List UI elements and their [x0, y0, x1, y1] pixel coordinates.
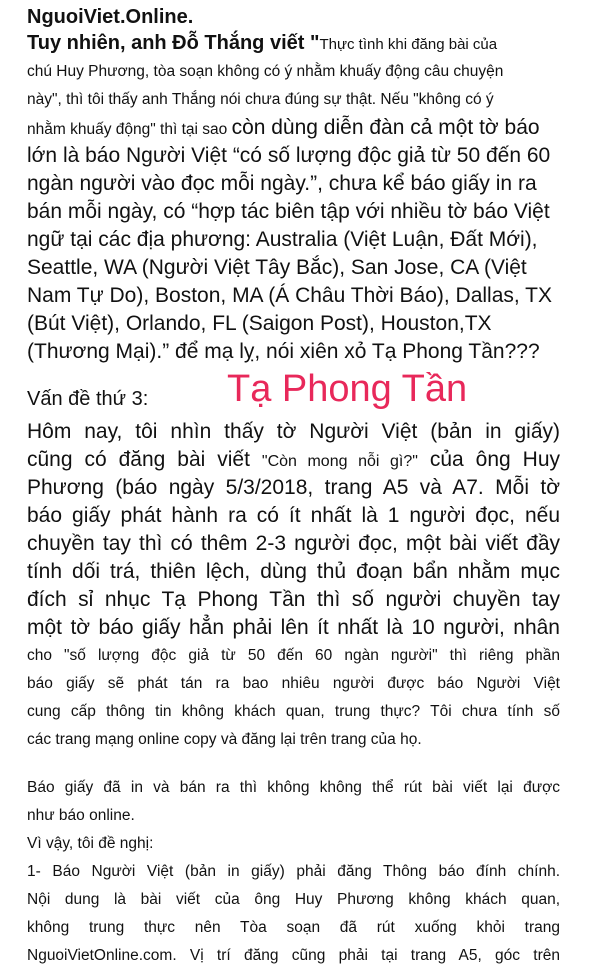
- text-line: báo giấy phát hành ra có ít nhất là 1 người đọc, nếu: [27, 504, 560, 527]
- text-line: không trung thực nên Tòa soạn đã rút xuống khỏi trang: [27, 919, 560, 936]
- text-line: tính dối trá, thiên lệch, dùng thủ đoạn bẩn nhằm mục: [27, 560, 560, 583]
- text-line: đích sỉ nhục Tạ Phong Tần thì số người chuyền tay: [27, 588, 560, 611]
- section-name: Tạ Phong Tần: [227, 368, 468, 410]
- text-line: ngàn người vào đọc mỗi ngày.”, chưa kể báo giấy in ra: [27, 172, 537, 195]
- text-line: bán mỗi ngày, có “hợp tác biên tập với nhiều tờ báo Việt: [27, 200, 550, 223]
- author-lead: Tuy nhiên, anh Đỗ Thắng viết ": [27, 32, 320, 54]
- site-name: NguoiViet.Online.: [27, 6, 194, 28]
- text-line: Nội dung là bài viết của ông Huy Phương không khách quan,: [27, 891, 560, 908]
- text-line: Seattle, WA (Người Việt Tây Bắc), San Jose, CA (Việt: [27, 256, 527, 279]
- text-line: ngữ tại các địa phương: Australia (Việt Luận, Đất Mới),: [27, 228, 538, 251]
- text-line: như báo online.: [27, 807, 135, 824]
- text-line: cũng có đăng bài viết "Còn mong nỗi gì?" của ông Huy: [27, 448, 560, 471]
- text-line: cung cấp thông tin không khách quan, trung thực? Tôi chưa tính số: [27, 703, 560, 720]
- paragraph-3: [27, 774, 560, 970]
- text-line: chú Huy Phương, tòa soạn không có ý nhằm khuấy động câu chuyện: [27, 63, 504, 80]
- text-line: báo giấy sẽ phát tán ra bao nhiêu người được báo Người Việt: [27, 675, 560, 692]
- text-line: các trang mạng online copy và đăng lại trên trang của họ.: [27, 731, 422, 748]
- author-line: [27, 30, 587, 58]
- text-line: chuyền tay thì có thêm 2-3 người đọc, một bài viết đầy: [27, 532, 560, 555]
- section-header: [27, 368, 587, 418]
- section-label: Vấn đề thứ 3:: [27, 388, 149, 410]
- text-line: một tờ báo giấy hẳn phải lên ít nhất là 10 người, nhân: [27, 616, 560, 639]
- text-line: lớn là báo Người Việt “có số lượng độc giả từ 50 đến 60: [27, 144, 551, 167]
- paragraph-1: [27, 58, 587, 366]
- text-line: Phương (báo ngày 5/3/2018, trang A5 và A7. Mỗi tờ: [27, 476, 560, 499]
- text-line: Báo giấy đã in và bán ra thì không không thể rút bài viết lại được: [27, 779, 560, 796]
- text-line: Hôm nay, tôi nhìn thấy tờ Người Việt (bản in giấy): [27, 420, 560, 443]
- text-line: nhằm khuấy động" thì tại sao còn dùng diễn đàn cả một tờ báo: [27, 116, 540, 139]
- text-line: (Bút Việt), Orlando, FL (Saigon Post), Houston,TX: [27, 312, 492, 335]
- text-line: này", thì tôi thấy anh Thắng nói chưa đúng sự thật. Nếu "không có ý: [27, 91, 494, 108]
- quote-start: Thực tình khi đăng bài của: [319, 36, 498, 53]
- text-line: 1- Báo Người Việt (bản in giấy) phải đăng Thông báo đính chính.: [27, 863, 560, 880]
- article: [27, 4, 587, 970]
- text-line: (Thương Mại).” để mạ lỵ, nói xiên xỏ Tạ Phong Tần???: [27, 340, 540, 363]
- text-line: Nam Tự Do), Boston, MA (Á Châu Thời Báo), Dallas, TX: [27, 284, 553, 307]
- text-line: NguoiVietOnline.com. Vị trí đăng cũng phải tại trang A5, góc trên: [27, 947, 560, 964]
- paragraph-2: [27, 418, 560, 754]
- text-line: Vì vậy, tôi đề nghị:: [27, 835, 154, 852]
- paragraph-gap: [27, 754, 587, 774]
- text-line: cho "số lượng độc giả từ 50 đến 60 ngàn người" thì riêng phần: [27, 647, 560, 664]
